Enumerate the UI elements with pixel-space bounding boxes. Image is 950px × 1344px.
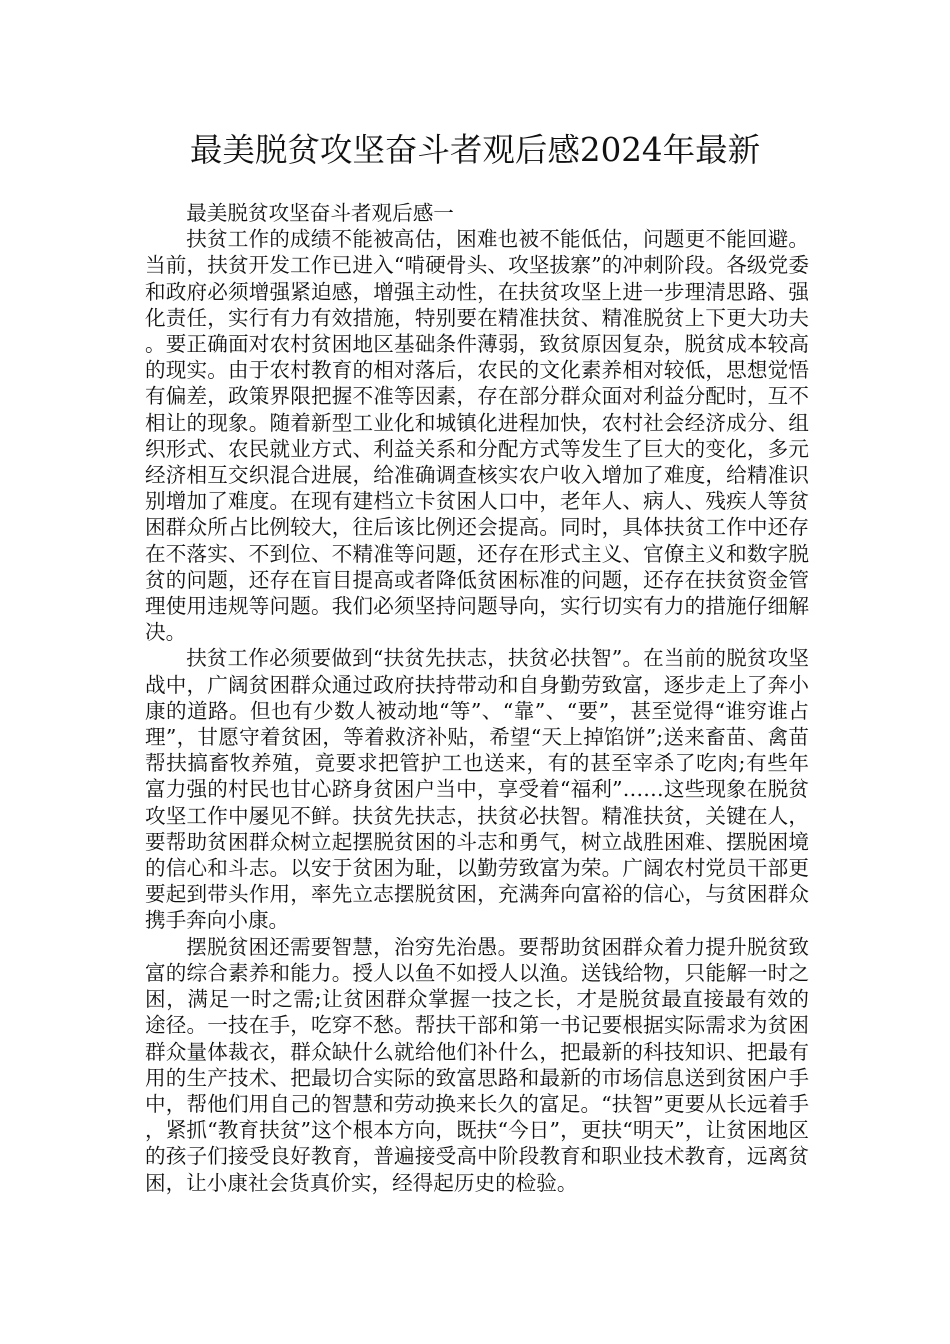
document-body xyxy=(145,200,809,1196)
document-title: 最美脱贫攻坚奋斗者观后感2024年最新 xyxy=(189,131,761,169)
paragraph-1: 扶贫工作的成绩不能被高估，困难也被不能低估，问题更不能回避。当前，扶贫开发工作已进入“啃硬骨头、攻坚拔寨”的冲刺阶段。各级党委和政府必须增强紧迫感，增强主动性，在扶贫攻坚上进一步理清思路、强化责任，实行有力有效措施，特别要在精准扶贫、精准脱贫上下更大功夫。要正确面对农村贫困地区基础条件薄弱，致贫原因复杂，脱贫成本较高的现实。由于农村教育的相对落后，农民的文化素养相对较低，思想觉悟有偏差，政策界限把握不准等因素，存在部分群众面对利益分配时，互不相让的现象。随着新型工业化和城镇化进程加快，农村社会经济成分、组织形式、农民就业方式、利益关系和分配方式等发生了巨大的变化，多元经济相互交织混合进展，给准确调查核实农户收入增加了难度，给精准识别增加了难度。在现有建档立卡贫困人口中，老年人、病人、残疾人等贫困群众所占比例较大，往后该比例还会提高。同时，具体扶贫工作中还存在不落实、不到位、不精准等问题，还存在形式主义、官僚主义和数字脱贫的问题，还存在盲目提高或者降低贫困标准的问题，还存在扶贫资金管理使用违规等问题。我们必须坚持问题导向，实行切实有力的措施仔细解决。 xyxy=(145,227,809,645)
paragraph-2: 扶贫工作必须要做到“扶贫先扶志，扶贫必扶智”。在当前的脱贫攻坚战中，广阔贫困群众通过政府扶持带动和自身勤劳致富，逐步走上了奔小康的道路。但也有少数人被动地“等”、“靠”、“要”，甚至觉得“谁穷谁占理”，甘愿守着贫困，等着救济补贴，希望“天上掉馅饼”;送来畜苗、禽苗帮扶搞畜牧养殖，竟要求把管护工也送来，有的甚至宰杀了吃肉;有些年富力强的村民也甘心跻身贫困户当中，享受着“福利”……这些现象在脱贫攻坚工作中屡见不鲜。扶贫先扶志，扶贫必扶智。精准扶贫，关键在人，要帮助贫困群众树立起摆脱贫困的斗志和勇气，树立战胜困难、摆脱困境的信心和斗志。以安于贫困为耻，以勤劳致富为荣。广阔农村党员干部更要起到带头作用，率先立志摆脱贫困，充满奔向富裕的信心，与贫困群众携手奔向小康。 xyxy=(145,646,809,933)
paragraph-3: 摆脱贫困还需要智慧，治穷先治愚。要帮助贫困群众着力提升脱贫致富的综合素养和能力。授人以鱼不如授人以渔。送钱给物，只能解一时之困，满足一时之需;让贫困群众掌握一技之长，才是脱贫最直接最有效的途径。一技在手，吃穿不愁。帮扶干部和第一书记要根据实际需求为贫困群众量体裁衣，群众缺什么就给他们补什么，把最新的科技知识、把最有用的生产技术、把最切合实际的致富思路和最新的市场信息送到贫困户手中，帮他们用自己的智慧和劳动换来长久的富足。“扶智”更要从长远着手，紧抓“教育扶贫”这个根本方向，既扶“今日”，更扶“明天”，让贫困地区的孩子们接受良好教育，普遍接受高中阶段教育和职业技术教育，远离贫困，让小康社会货真价实，经得起历史的检验。 xyxy=(145,934,809,1195)
section-heading: 最美脱贫攻坚奋斗者观后感一 xyxy=(186,201,454,225)
